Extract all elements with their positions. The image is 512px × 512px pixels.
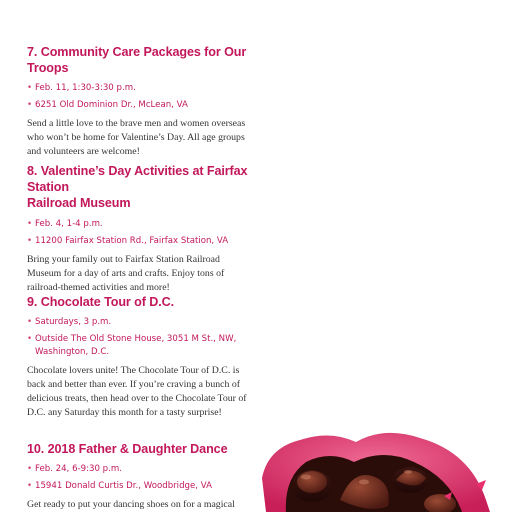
event-description: Bring your family out to Fairfax Station Railroad Museum for a day of arts and crafts. Enjoy tons of railroad-themed activities and more! [27,254,225,293]
event-title: 10. 2018 Father & Daughter Dance [27,442,228,456]
event-location: • 15941 Donald Curtis Dr., Woodbridge, VA [27,481,212,491]
event-date: • Feb. 11, 1:30-3:30 p.m. [27,83,136,93]
event-location-cont: Washington, D.C. [35,347,110,357]
event-8 [27,163,277,295]
event-title: 8. Valentine’s Day Activities at Fairfax Station [27,164,248,194]
event-title-cont: Railroad Museum [27,196,131,210]
event-location: • Outside The Old Stone House, 3051 M St., NW, [27,334,237,344]
event-location: • 11200 Fairfax Station Rd., Fairfax Station, VA [27,236,229,246]
event-description: Send a little love to the brave men and women overseas who won’t be home for Valentine’s Day. All age groups and volunteers are welcome! [27,118,246,157]
event-7 [27,44,277,159]
event-9 [27,294,277,420]
event-title: 9. Chocolate Tour of D.C. [27,295,174,309]
event-description: Chocolate lovers unite! The Chocolate Tour of D.C. is back and better than ever. If you’re craving a bunch of delicious treats, then head over to the Chocolate Tour of D.C. any Saturday this month for a tasty surprise! [27,365,247,418]
event-location: • 6251 Old Dominion Dr., McLean, VA [27,100,188,110]
event-10 [27,441,277,512]
event-date: • Feb. 4, 1-4 p.m. [27,219,103,229]
event-title: 7. Community Care Packages for Our Troops [27,45,247,75]
event-description: Get ready to put your dancing shoes on for a magical [27,499,235,510]
event-date: • Feb. 24, 6-9:30 p.m. [27,464,122,474]
event-date: • Saturdays, 3 p.m. [27,317,112,327]
